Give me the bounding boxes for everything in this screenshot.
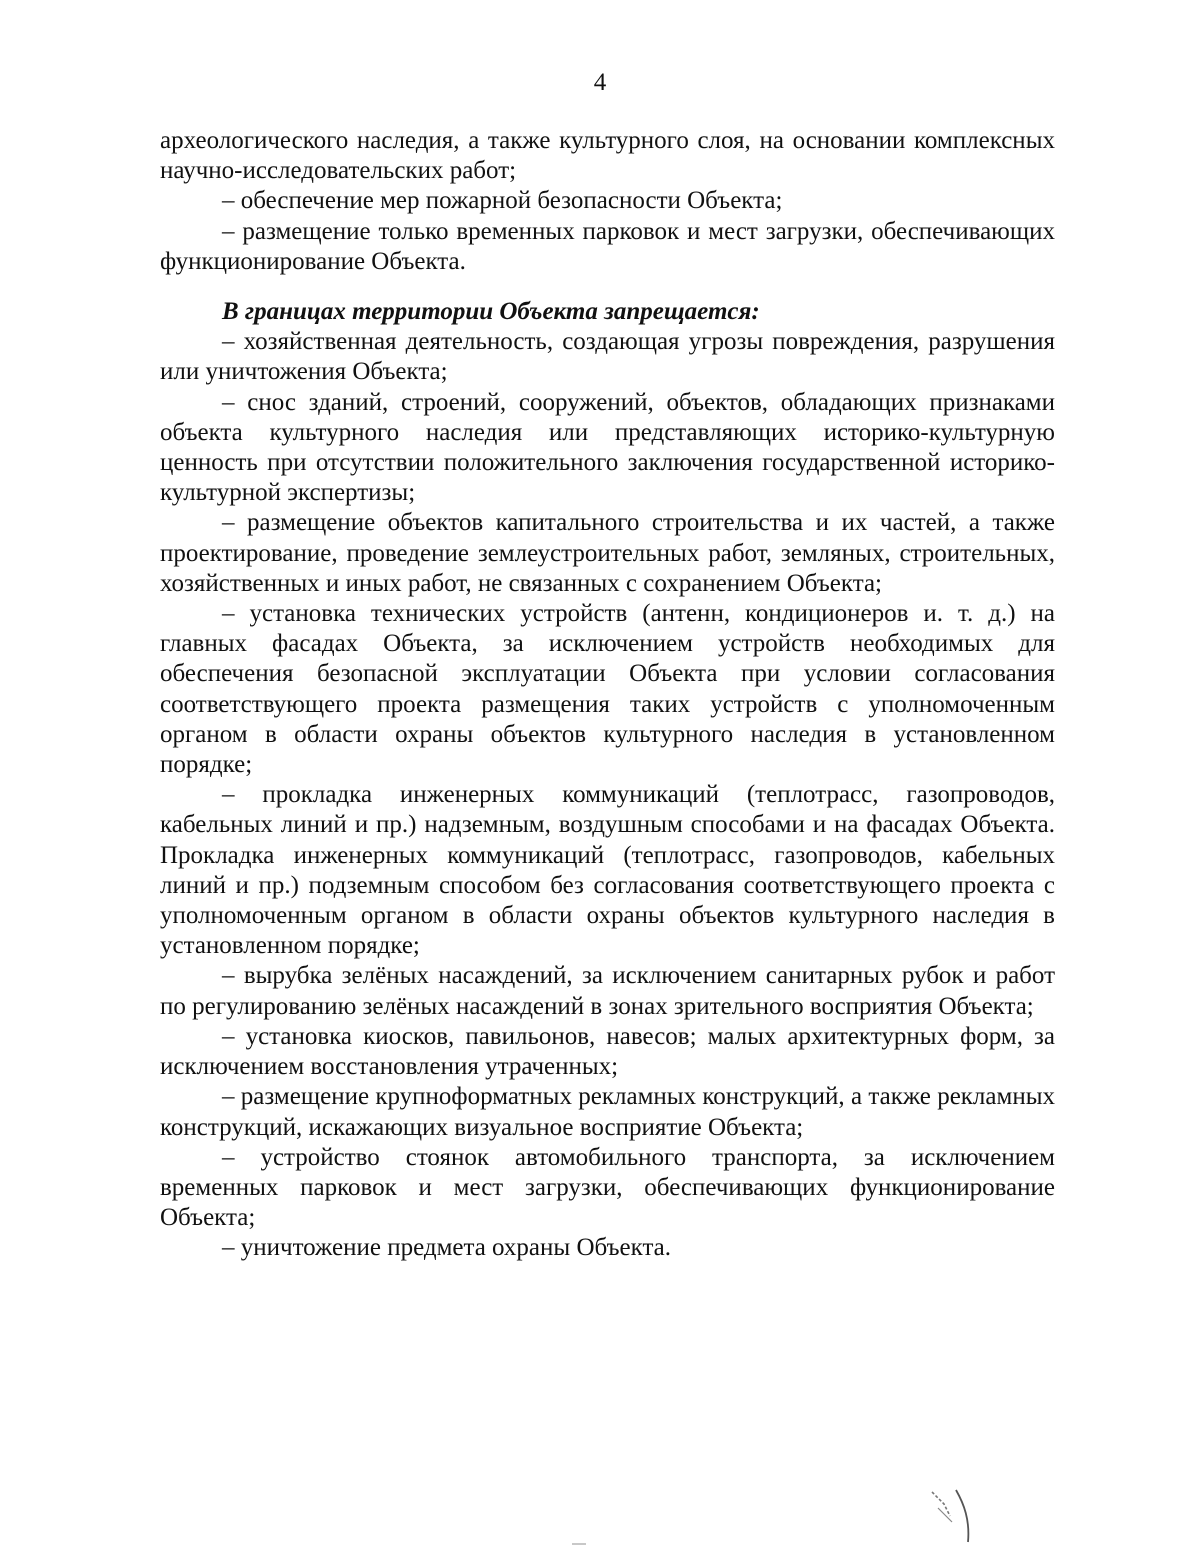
prohibited-item: – устройство стоянок автомобильного транспорта, за исключением временных парковок и мест загрузки, обеспечивающих функционирование Объекта; — [160, 1143, 1055, 1232]
document-body — [160, 126, 1055, 1264]
section-heading: В границах территории Объекта запрещается: — [222, 298, 760, 326]
prohibited-item: – установка технических устройств (антенн, кондиционеров и. т. д.) на главных фасадах Объекта, за исключением устройств необходимых для обеспечения безопасной эксплуатации Объекта при условии согласования соответствующего проекта размещения таких устройств с уполномоченным органом в области охраны объектов культурного наследия в установленном порядке; — [160, 600, 1055, 779]
prohibited-item: – вырубка зелёных насаждений, за исключением санитарных рубок и работ по регулированию зелёных насаждений в зонах зрительного восприятия Объекта; — [160, 962, 1055, 1020]
prohibited-item: – уничтожение предмета охраны Объекта. — [222, 1234, 672, 1262]
intro-paragraph: – обеспечение мер пожарной безопасности Объекта; — [222, 187, 783, 215]
page-number: 4 — [593, 69, 607, 96]
intro-paragraph: – размещение только временных парковок и мест загрузки, обеспечивающих функционирование Объекта. — [160, 217, 1055, 275]
prohibited-item: – хозяйственная деятельность, создающая угрозы повреждения, разрушения или уничтожения Объекта; — [160, 328, 1055, 386]
prohibited-item: – размещение крупноформатных рекламных конструкций, а также рекламных конструкций, искажающих визуальное восприятие Объекта; — [160, 1083, 1055, 1141]
prohibited-item: – размещение объектов капитального строительства и их частей, а также проектирование, проведение землеустроительных работ, земляных, строительных, хозяйственных и иных работ, не связанных с сохранением Объекта; — [160, 509, 1055, 597]
scan-speck — [572, 1543, 586, 1545]
intro-paragraph: археологического наследия, а также культурного слоя, на основании комплексных научно-исследовательских работ; — [160, 127, 1055, 185]
prohibited-item: – прокладка инженерных коммуникаций (теплотрасс, газопроводов, кабельных линий и пр.) надземным, воздушным способами и на фасадах Объекта. Прокладка инженерных коммуникаций (теплотрасс, газопроводов, кабельных линий и пр.) подземным способом без согласования соответствующего проекта с уполномоченным органом в области охраны объектов культурного наследия в установленном порядке; — [160, 781, 1055, 960]
prohibited-item: – установка киосков, павильонов, навесов; малых архитектурных форм, за исключением восстановления утраченных; — [160, 1022, 1055, 1081]
handwritten-mark — [924, 1486, 984, 1546]
prohibited-item: – снос зданий, строений, сооружений, объектов, обладающих признаками объекта культурного наследия или представляющих историко-культурную ценность при отсутствии положительного заключения государственной историко-культурной экспертизы; — [160, 388, 1055, 507]
